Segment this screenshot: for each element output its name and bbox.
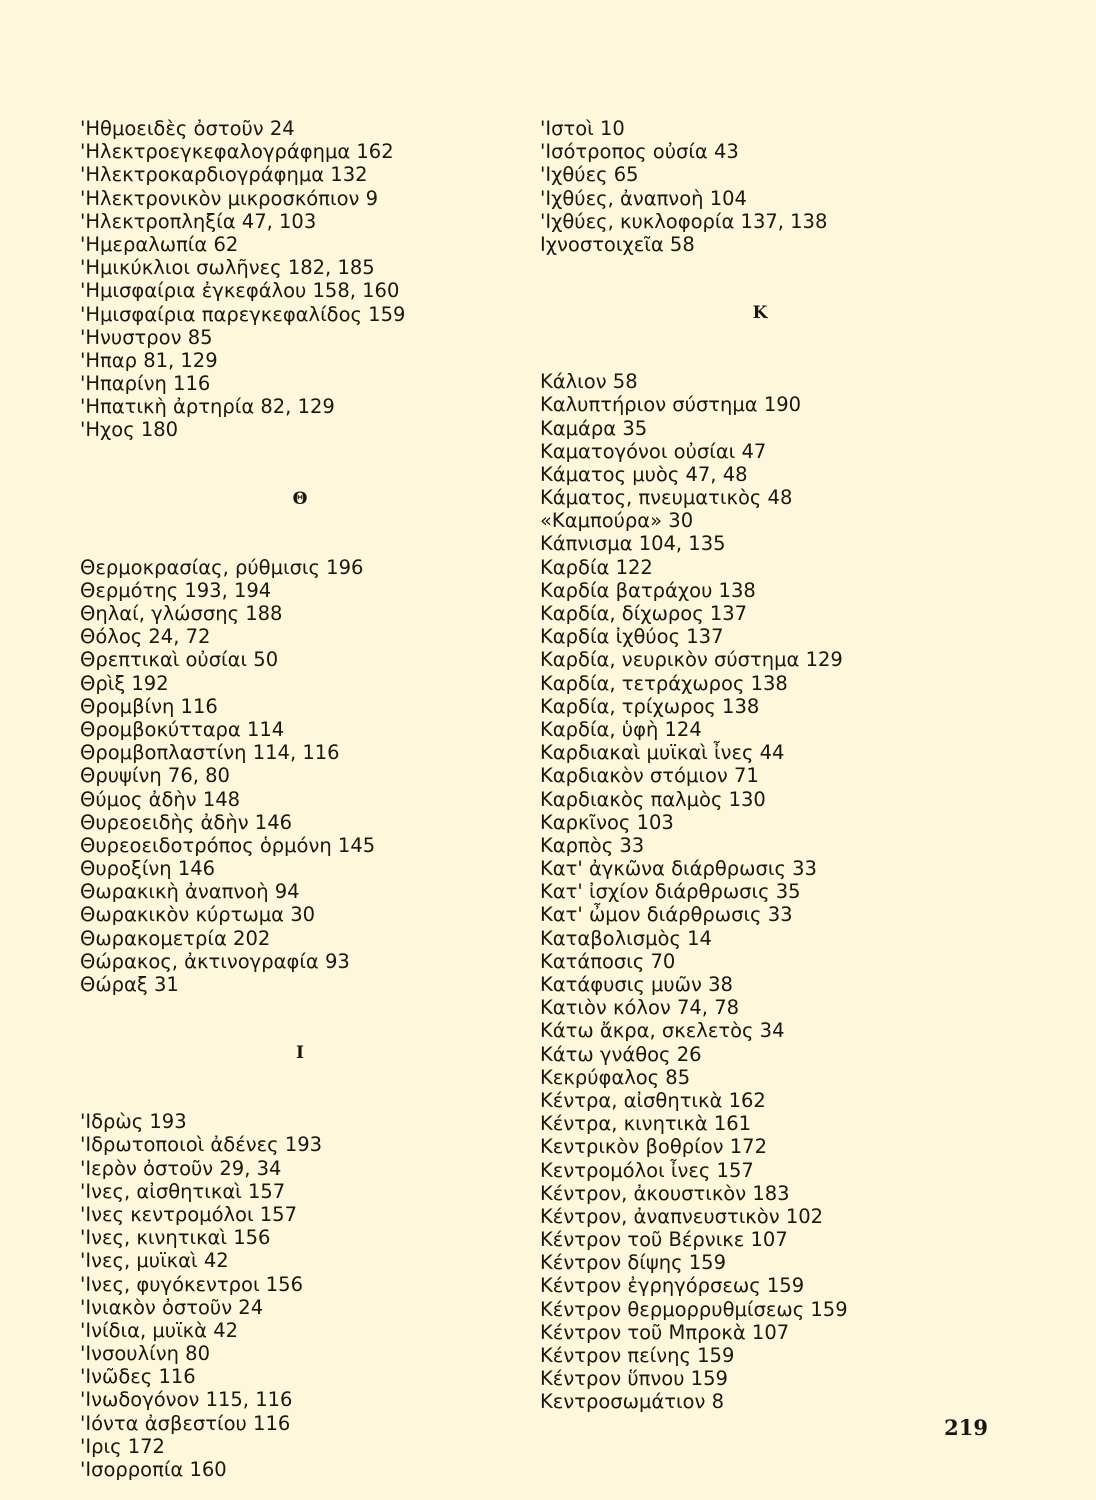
index-entry: 'Ινσουλίνη 80	[80, 1342, 210, 1366]
index-entry: Θρυψίνη 76, 80	[80, 764, 230, 788]
index-entry: Κέντρον δίψης 159	[540, 1251, 726, 1275]
index-entry: 'Ιχθύες 65	[540, 163, 639, 187]
index-entry: 'Ημικύκλιοι σωλῆνες 182, 185	[80, 256, 375, 280]
index-entry: Κέντρον πείνης 159	[540, 1344, 735, 1367]
index-entry: Καρδιακὸν στόμιον 71	[540, 764, 759, 788]
index-entry: Θηλαί, γλώσσης 188	[80, 602, 283, 625]
index-entry: 'Ινες, αἰσθητικαὶ 157	[80, 1179, 286, 1203]
index-entry: Θυρεοειδοτρόπος ὁρμόνη 145	[80, 833, 376, 857]
index-entry: 'Ινες κεντρομόλοι 157	[80, 1202, 297, 1226]
index-entry: Θωρακικὴ ἀναπνοὴ 94	[80, 880, 300, 904]
index-entry: Κεκρύφαλος 85	[540, 1065, 691, 1089]
index-entry: 'Ημεραλωπία 62	[80, 232, 239, 256]
index-entry: Καρδία, ὑφὴ 124	[540, 717, 702, 741]
index-entry: 'Ηλεκτροεγκεφαλογράφημα 162	[80, 140, 394, 164]
index-entry: Καταβολισμὸς 14	[540, 926, 712, 950]
index-entry: Καρκῖνος 103	[540, 810, 674, 834]
index-entry: Καρπὸς 33	[540, 833, 645, 857]
index-entry: Καρδία 122	[540, 555, 653, 579]
index-entry: 'Ινῶδες 116	[80, 1365, 196, 1389]
index-entry: Καρδιακαὶ μυϊκαὶ ἶνες 44	[540, 741, 785, 765]
index-entry: 'Ιδρὼς 193	[80, 1110, 187, 1134]
index-entry: Ιχνοστοιχεῖα 58	[540, 232, 695, 256]
index-entry: 'Ινες, κινητικαὶ 156	[80, 1226, 271, 1250]
index-entry: Κάματος, πνευματικὸς 48	[540, 486, 793, 510]
index-entry: Θρομβίνη 116	[80, 694, 218, 718]
index-entry: Θρὶξ 192	[80, 671, 169, 695]
index-entry: 'Ιερὸν ὀστοῦν 29, 34	[80, 1156, 282, 1180]
theta-entry-list	[80, 556, 520, 997]
index-entry: 'Ηλεκτρονικὸν μικροσκόπιον 9	[80, 186, 379, 210]
index-entry: Κάλιον 58	[540, 370, 638, 394]
index-entry: 'Ινωδογόνον 115, 116	[80, 1388, 293, 1412]
index-entry: Κέντρον τοῦ Βέρνικε 107	[540, 1228, 788, 1252]
index-entry: Θερμότης 193, 194	[80, 578, 272, 602]
index-entry: Κατ' ἰσχίον διάρθρωσις 35	[540, 880, 801, 904]
index-entry: Κέντρον ὕπνου 159	[540, 1367, 728, 1391]
index-entry: Κατάφυσις μυῶν 38	[540, 973, 733, 996]
index-entry: Κατ' ὦμον διάρθρωσις 33	[540, 903, 793, 927]
index-entry: Θυρεοειδὴς ἀδὴν 146	[80, 810, 293, 834]
index-entry: «Καμπούρα» 30	[540, 509, 694, 533]
index-entry: Θρομβοκύτταρα 114	[80, 717, 285, 741]
index-entry: 'Ηπατικὴ ἀρτηρία 82, 129	[80, 395, 335, 419]
index-entry: 'Ηχος 180	[80, 418, 179, 442]
left-column	[80, 117, 520, 1481]
index-entry: Καρδιακὸς παλμὸς 130	[540, 787, 766, 811]
index-entry: Κέντρον θερμορρυθμίσεως 159	[540, 1297, 848, 1321]
index-entry: 'Ιχθύες, κυκλοφορία 137, 138	[540, 209, 828, 233]
index-entry: 'Ηπαρίνη 116	[80, 372, 211, 396]
index-entry: Καρδία, τετράχωρος 138	[540, 671, 788, 695]
index-entry: Καλυπτήριον σύστημα 190	[540, 393, 802, 417]
index-entry: Κέντρον τοῦ Μπροκὰ 107	[540, 1320, 790, 1344]
index-entry: 'Ηλεκτροκαρδιογράφημα 132	[80, 163, 368, 187]
index-entry: Θυροξίνη 146	[80, 857, 216, 881]
index-entry: Καρδία, δίχωρος 137	[540, 602, 748, 625]
index-entry: Κέντρον, ἀκουστικὸν 183	[540, 1181, 790, 1205]
index-entry: Κάματος μυὸς 47, 48	[540, 462, 748, 486]
index-entry: Θώραξ 31	[80, 973, 179, 996]
index-entry: Κατ' ἀγκῶνα διάρθρωσις 33	[540, 857, 817, 881]
index-entry: 'Ιστοὶ 10	[540, 117, 625, 140]
index-entry: 'Ισότροπος οὐσία 43	[540, 140, 739, 164]
index-entry: 'Ιρις 172	[80, 1434, 165, 1458]
iota-entry-list	[80, 1110, 520, 1481]
right-column	[540, 117, 980, 1414]
index-entry: Κέντρον, ἀναπνευστικὸν 102	[540, 1204, 824, 1228]
index-entry: Καρδία βατράχου 138	[540, 578, 756, 602]
index-entry: Θόλος 24, 72	[80, 625, 211, 649]
section-heading-theta: Θ	[292, 488, 308, 509]
index-entry: 'Ηθμοειδὲς ὀστοῦν 24	[80, 117, 295, 140]
index-entry: Θρομβοπλαστίνη 114, 116	[80, 741, 340, 765]
index-entry: Κατάποσις 70	[540, 949, 676, 973]
eta-entry-list	[80, 117, 520, 442]
index-entry: Κέντρα, αἰσθητικὰ 162	[540, 1088, 766, 1112]
index-entry: 'Ηπαρ 81, 129	[80, 348, 218, 372]
index-entry: 'Ηλεκτροπληξία 47, 103	[80, 209, 317, 233]
index-entry: Κάτω γνάθος 26	[540, 1042, 702, 1066]
index-entry: 'Ινες, μυϊκαὶ 42	[80, 1249, 229, 1273]
index-entry: 'Ινες, φυγόκεντροι 156	[80, 1272, 303, 1296]
index-entry: Κάπνισμα 104, 135	[540, 532, 726, 556]
section-heading-iota: Ι	[296, 1043, 304, 1064]
index-entry: Θωρακικὸν κύρτωμα 30	[80, 903, 316, 927]
index-entry: Καρδία, νευρικὸν σύστημα 129	[540, 648, 843, 672]
index-entry: 'Ηνυστρον 85	[80, 325, 213, 349]
section-heading-kappa: Κ	[752, 303, 768, 324]
index-entry: Κεντροσωμάτιον 8	[540, 1390, 724, 1414]
index-entry: Καρδία ἰχθύος 137	[540, 625, 724, 649]
index-entry: Θωρακομετρία 202	[80, 926, 271, 950]
index-entry: Θερμοκρασίας, ρύθμισις 196	[80, 555, 364, 579]
index-entry: Καμάρα 35	[540, 416, 648, 440]
index-entry: Θρεπτικαὶ οὐσίαι 50	[80, 648, 279, 672]
index-entry: Κέντρα, κινητικὰ 161	[540, 1112, 752, 1136]
index-entry: 'Ιόντα ἀσβεστίου 116	[80, 1411, 291, 1435]
index-entry: Θώρακος, ἀκτινογραφία 93	[80, 949, 350, 973]
iota-entry-list-continued	[540, 117, 980, 256]
index-entry: Θύμος ἀδὴν 148	[80, 787, 241, 811]
index-entry: 'Ημισφαίρια παρεγκεφαλίδος 159	[80, 302, 406, 326]
page-number: 219	[944, 1415, 988, 1440]
index-entry: Καματογόνοι οὐσίαι 47	[540, 439, 767, 463]
index-entry: Κεντρομόλοι ἶνες 157	[540, 1158, 754, 1182]
index-entry: Κέντρον ἐγρηγόρσεως 159	[540, 1274, 805, 1298]
index-entry: Κεντρικὸν βοθρίον 172	[540, 1135, 767, 1159]
index-entry: 'Ιδρωτοποιοὶ ἀδένες 193	[80, 1133, 323, 1157]
index-entry: Καρδία, τρίχωρος 138	[540, 694, 760, 718]
index-entry: 'Ινίδια, μυϊκὰ 42	[80, 1318, 239, 1342]
index-entry: 'Ινιακὸν ὀστοῦν 24	[80, 1295, 264, 1319]
index-entry: Κάτω ἄκρα, σκελετὸς 34	[540, 1019, 785, 1043]
index-entry: 'Ισορροπία 160	[80, 1458, 227, 1481]
index-entry: 'Ημισφαίρια ἐγκεφάλου 158, 160	[80, 279, 400, 303]
index-entry: 'Ιχθύες, ἀναπνοὴ 104	[540, 186, 747, 210]
index-entry: Κατιὸν κόλον 74, 78	[540, 996, 740, 1020]
kappa-entry-list	[540, 370, 980, 1413]
